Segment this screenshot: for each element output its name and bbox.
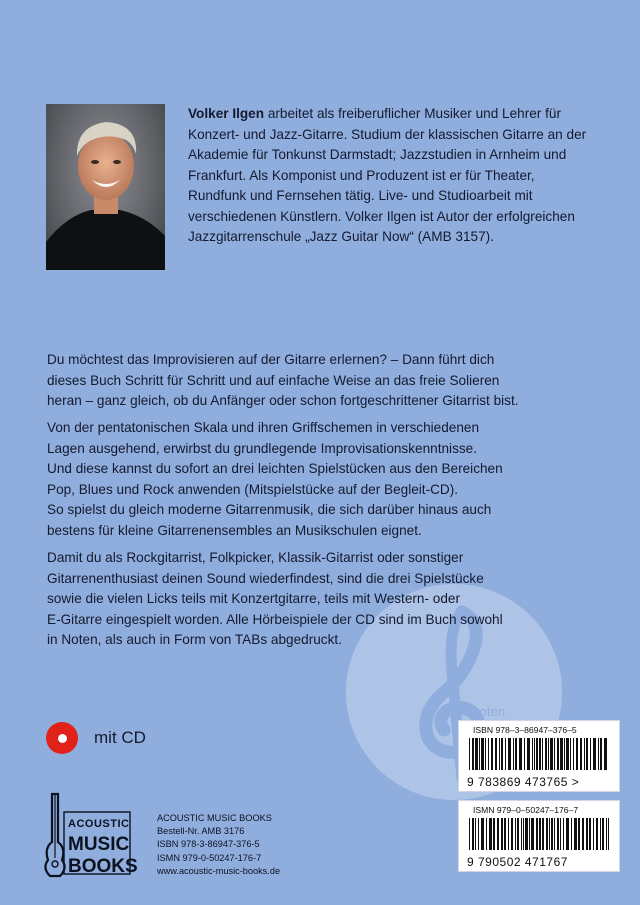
barcode-bar (586, 738, 588, 770)
author-bio (188, 104, 588, 248)
publisher-info (157, 812, 280, 878)
cd-disc-icon (46, 722, 78, 754)
barcode-bar (571, 818, 572, 850)
cd-badge (46, 721, 146, 755)
isbn-barcode-label: ISBN 978–3–86947–376–5 (473, 725, 577, 735)
barcode-bar (472, 738, 474, 770)
barcode-bar (548, 738, 549, 770)
barcode-bar (536, 738, 538, 770)
barcode-bar (499, 738, 500, 770)
barcode-bar (508, 738, 511, 770)
barcode-bar (532, 738, 533, 770)
barcode-bar (546, 818, 548, 850)
barcode-bar (472, 818, 474, 850)
barcode-bar (511, 818, 513, 850)
barcode-bar (523, 818, 524, 850)
barcode-bar (596, 818, 598, 850)
barcode-bar (542, 818, 544, 850)
description-line: sowie die vielen Licks teils mit Konzertgitarre, teils mit Western- oder (47, 591, 460, 606)
watermark-text: alle-noten (448, 704, 506, 719)
barcode-bar (573, 738, 574, 770)
barcode-bar (536, 818, 538, 850)
logo-text (68, 814, 138, 878)
publisher-website: www.acoustic-music-books.de (157, 865, 281, 876)
barcode-bar (531, 818, 534, 850)
barcode-bar (590, 738, 591, 770)
description-line: Damit du als Rockgitarrist, Folkpicker, Klassik-Gitarrist oder sonstiger (47, 550, 464, 565)
order-number: Bestell-Nr. AMB 3176 (157, 826, 245, 837)
barcode-bar (566, 738, 569, 770)
barcode-bar (501, 738, 503, 770)
barcode-bar (489, 818, 492, 850)
barcode-bar (582, 818, 584, 850)
description-line: E-Gitarre eingespielt worden. Alle Hörbeispiele der CD sind im Buch sowohl (47, 611, 503, 627)
barcode-bar (550, 738, 553, 770)
publisher-logo (44, 790, 138, 880)
barcode-bar (560, 818, 561, 850)
ismn-line: ISMN 979-0-50247-176-7 (157, 852, 262, 863)
cd-label: mit CD (94, 728, 146, 747)
ismn-barcode-digits: 9 790502 471767 (467, 855, 568, 869)
barcode-bar (527, 738, 530, 770)
barcode-bar (578, 818, 580, 850)
description-line: dieses Buch Schritt für Schritt und auf einfache Weise an das freie Solieren (47, 372, 500, 388)
description-line: Gitarrenenthusiast deinen Sound wiederfindest, sind die drei Spielstücke (47, 570, 484, 586)
barcode-bar (549, 818, 550, 850)
barcode-bar (515, 738, 517, 770)
barcode-bar (524, 738, 525, 770)
description-line: bestens für kleine Gitarrenensembles an Musikschulen eignet. (47, 522, 422, 538)
barcode-bar (495, 738, 497, 770)
barcode-bar (560, 738, 563, 770)
barcode-bar (604, 738, 607, 770)
description-line: Pop, Blues und Rock anwenden (Mitspielstücke auf der Begleit-CD). (47, 481, 459, 497)
isbn-barcode-bars (469, 738, 611, 770)
barcode-bar (545, 738, 547, 770)
barcode-bar (525, 818, 528, 850)
barcode-bar (469, 818, 470, 850)
barcode-bar (485, 738, 486, 770)
barcode-bar (479, 738, 480, 770)
description-line: Von der pentatonischen Skala und ihren Griffschemen in verschiedenen (47, 420, 480, 435)
isbn-line: ISBN 978-3-86947-376-5 (157, 839, 260, 850)
isbn-barcode (458, 720, 620, 792)
barcode-bar (519, 738, 522, 770)
ismn-barcode-label: ISMN 979–0–50247–176–7 (473, 805, 579, 815)
barcode-bar (508, 818, 509, 850)
barcode-bar (481, 818, 484, 850)
barcode-bar (504, 818, 506, 850)
barcode-bar (505, 738, 506, 770)
barcode-bar (574, 818, 577, 850)
barcode-bar (481, 738, 484, 770)
barcode-bar (584, 738, 585, 770)
description-line: Und diese kannst du sofort an drei leichten Spielstücken aus den Bereichen (47, 461, 503, 476)
barcode-bar (551, 818, 553, 850)
barcode-bar (539, 738, 541, 770)
barcode-bar (513, 738, 514, 770)
description-line: Lagen ausgehend, erwirbst du grundlegende Improvisationskenntnisse. (47, 440, 477, 456)
barcode-bar (554, 818, 555, 850)
description-line: Du möchtest das Improvisieren auf der Gitarre erlernen? – Dann führt dich (47, 352, 495, 367)
barcode-bar (475, 738, 478, 770)
ismn-barcode (458, 800, 620, 872)
barcode-bar (589, 818, 591, 850)
barcode-bar (606, 818, 607, 850)
barcode-bar (542, 738, 543, 770)
barcode-bar (521, 818, 522, 850)
barcode-bar (501, 818, 503, 850)
barcode-bar (580, 738, 582, 770)
barcode-bar (564, 738, 565, 770)
barcode-bar (475, 818, 476, 850)
barcode-bar (534, 738, 535, 770)
barcode-bar (497, 818, 499, 850)
author-name: Volker Ilgen (188, 106, 265, 121)
isbn-barcode-digits: 9 783869 473765 > (467, 775, 580, 789)
barcode-bar (602, 818, 604, 850)
barcode-bar (554, 738, 555, 770)
barcode-bar (586, 818, 588, 850)
barcode-bar (557, 738, 559, 770)
description-paragraph-2 (47, 418, 567, 541)
barcode-bar (593, 818, 594, 850)
barcode-bar (566, 818, 569, 850)
description-paragraph-1 (47, 350, 567, 412)
ismn-barcode-bars (469, 818, 611, 850)
barcode-bar (563, 818, 564, 850)
barcode-bar (469, 738, 470, 770)
barcode-bar (600, 738, 602, 770)
barcode-bar (576, 738, 578, 770)
barcode-bar (491, 738, 493, 770)
barcode-bar (517, 818, 519, 850)
barcode-bar (600, 818, 601, 850)
description-paragraph-3 (47, 548, 567, 651)
description-line: heran – ganz gleich, ob du Anfänger oder schon fortgeschrittener Gitarrist bist. (47, 393, 519, 408)
barcode-bar (539, 818, 541, 850)
author-portrait-image (46, 104, 165, 270)
barcode-bar (529, 818, 530, 850)
barcode-bar (478, 818, 479, 850)
barcode-bar (488, 738, 489, 770)
barcode-bar (515, 818, 516, 850)
barcode-bar (557, 818, 559, 850)
description-line: in Noten, als auch in Form von TABs abgedruckt. (47, 632, 342, 647)
barcode-bar (598, 738, 599, 770)
barcode-bar (493, 818, 495, 850)
publisher-name: ACOUSTIC MUSIC BOOKS (157, 813, 272, 823)
author-photo (46, 104, 165, 270)
logo-line-books: BOOKS (68, 856, 138, 877)
author-bio-text: arbeitet als freiberuflicher Musiker und Lehrer für Konzert- und Jazz-Gitarre. Studium der klassischen Gitarre an der Akademie für Tonkunst Darmstadt; Jazzstudien in Arnheim und Frankfurt. Als Komponist und Produzent ist er für Theater, Rundfunk und Fernsehen tätig. Live- und Studioarbeit mit verschiedenen Künstlern. Volker Ilgen ist Autor der erfolgreichen Jazzgitarrenschule „Jazz Guitar Now“ (AMB 3157). (188, 106, 587, 244)
barcode-bar (593, 738, 596, 770)
barcode-bar (570, 738, 571, 770)
barcode-bar (608, 818, 609, 850)
logo-line-music: MUSIC (68, 834, 130, 855)
logo-line-acoustic: ACOUSTIC (68, 818, 130, 830)
description-line: So spielst du gleich moderne Gitarrenmusik, die sich darüber hinaus auch (47, 502, 492, 517)
barcode-bar (486, 818, 487, 850)
